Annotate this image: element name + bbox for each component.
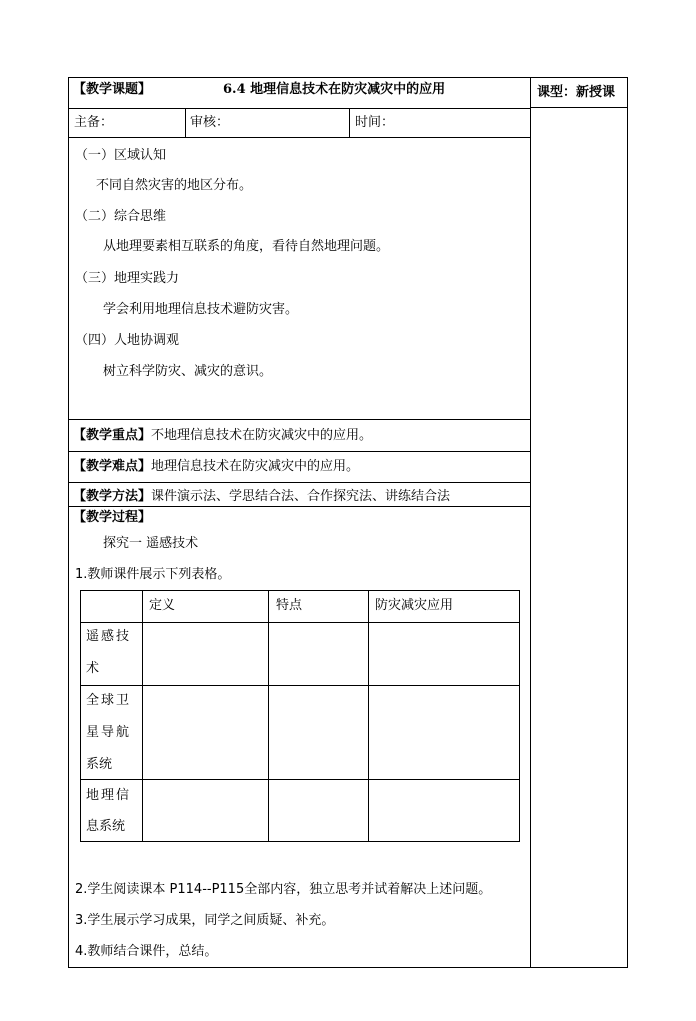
- key-point-label: 【教学重点】: [73, 428, 152, 443]
- time-label: 时间：: [355, 115, 395, 130]
- course-label: 【教学课题】: [73, 82, 152, 97]
- table-col-line-4: [519, 590, 520, 842]
- meta-bottom: [68, 137, 530, 138]
- objective-3-text: 学会利用地理信息技术避防灾害。: [103, 302, 299, 317]
- table-top: [80, 590, 520, 591]
- process-step-2: 2.学生阅读课本 P114--P115全部内容，独立思考并试着解决上述问题。: [75, 882, 492, 897]
- key-point-row: [73, 428, 372, 444]
- table-row-label-gis-1: 地理信: [86, 788, 132, 803]
- table-header-features: 特点: [276, 598, 303, 613]
- methods-label: 【教学方法】: [73, 489, 152, 504]
- frame-right: [627, 77, 628, 968]
- header-divider-main: [68, 108, 530, 109]
- table-col-line-0: [80, 590, 81, 842]
- frame-bottom: [68, 967, 628, 968]
- table-row-label-gnss-1: 全球卫: [86, 693, 132, 708]
- difficult-point-label: 【教学难点】: [73, 459, 152, 474]
- frame-top: [68, 77, 628, 78]
- objective-4-heading: （四）人地协调观: [75, 333, 180, 348]
- key-point-text: 不地理信息技术在防灾减灾中的应用。: [151, 428, 373, 443]
- process-step-1: 1.教师课件展示下列表格。: [75, 567, 231, 582]
- table-row-label-gnss-3: 系统: [86, 757, 113, 772]
- difficult-point-bottom: [68, 482, 530, 483]
- table-header-application: 防灾减灾应用: [375, 598, 454, 613]
- meta-divider-2: [349, 108, 350, 138]
- main-column-divider: [530, 77, 531, 968]
- table-bottom: [80, 841, 520, 842]
- process-step-3: 3.学生展示学习成果，同学之间质疑、补充。: [75, 913, 335, 928]
- reviewer-label: 审核：: [190, 115, 230, 130]
- preparer-label: 主备：: [74, 115, 114, 130]
- process-step-4: 4.教师结合课件，总结。: [75, 944, 218, 959]
- inquiry-title: 探究一 遥感技术: [103, 536, 199, 551]
- table-row-line-1: [80, 622, 520, 623]
- objective-3-heading: （三）地理实践力: [75, 271, 180, 286]
- table-header-definition: 定义: [149, 598, 176, 613]
- objective-2-heading: （二）综合思维: [75, 209, 167, 224]
- difficult-point-text: 地理信息技术在防灾减灾中的应用。: [151, 459, 360, 474]
- table-col-line-1: [142, 590, 143, 842]
- table-col-line-2: [268, 590, 269, 842]
- lesson-type: 课型：新授课: [537, 85, 616, 100]
- header-divider: [530, 107, 627, 108]
- objective-1-heading: （一）区域认知: [75, 148, 167, 163]
- objective-1-text: 不同自然灾害的地区分布。: [96, 178, 253, 193]
- table-row-label-rs-2: 术: [86, 661, 100, 676]
- difficult-point-row: [73, 459, 359, 475]
- methods-row: [73, 489, 450, 505]
- objectives-bottom: [68, 419, 530, 420]
- table-row-line-2: [80, 685, 520, 686]
- objective-4-text: 树立科学防灾、减灾的意识。: [103, 364, 273, 379]
- objective-2-text: 从地理要素相互联系的角度，看待自然地理问题。: [103, 239, 390, 254]
- table-row-label-gnss-2: 星导航: [86, 725, 132, 740]
- meta-divider-1: [185, 108, 186, 138]
- table-row-line-3: [80, 779, 520, 780]
- course-title: 6.4 地理信息技术在防灾减灾中的应用: [223, 82, 446, 97]
- frame-left: [68, 77, 69, 968]
- key-point-bottom: [68, 451, 530, 452]
- table-row-label-rs-1: 遥感技: [86, 629, 132, 644]
- methods-text: 课件演示法、学思结合法、合作探究法、讲练结合法: [151, 489, 451, 504]
- process-label: 【教学过程】: [73, 510, 152, 525]
- table-col-line-3: [368, 590, 369, 842]
- table-row-label-gis-2: 息系统: [86, 819, 126, 834]
- methods-bottom: [68, 506, 530, 507]
